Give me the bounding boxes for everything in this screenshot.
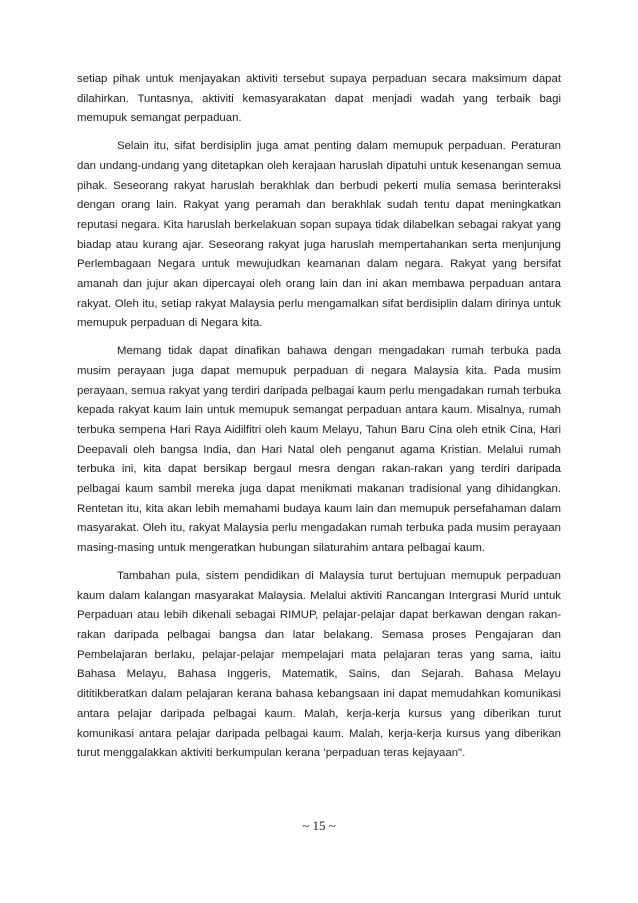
page-number: ~ 15 ~ — [302, 818, 336, 833]
paragraph-open-house: Memang tidak dapat dinafikan bahawa dengan mengadakan rumah terbuka pada musim perayaan juga dapat memupuk perpaduan di negara Malaysia kita. Pada musim perayaan, semua rakyat yang terdiri daripada pelbagai kaum perlu mengadakan rumah terbuka kepada rakyat kaum lain untuk memupuk semangat perpaduan antara kaum. Misalnya, rumah terbuka sempena Hari Raya Aidilfitri oleh kaum Melayu, Tahun Baru Cina oleh etnik Cina, Hari Deepavali oleh bangsa India, dan Hari Natal oleh penganut agama Kristian. Melalui rumah terbuka ini, kita dapat bersikap bergaul mesra dengan rakan-rakan yang terdiri daripada pelbagai kaum sambil mereka juga dapat menikmati makanan tradisional yang dihidangkan. Rentetan itu, kita akan lebih memahami budaya kaum lain dan memupuk persefahaman dalam masyarakat. Oleh itu, rakyat Malaysia perlu mengadakan rumah terbuka pada musim perayaan masing-masing untuk mengeratkan hubungan silaturahim antara pelbagai kaum. — [77, 345, 561, 555]
body-text — [77, 70, 561, 772]
paragraph-continuation: setiap pihak untuk menjayakan aktiviti tersebut supaya perpaduan secara maksimum dapat dilahirkan. Tuntasnya, aktiviti kemasyarakatan dapat menjadi wadah yang terbaik bagi memupuk semangat perpaduan. — [77, 73, 561, 125]
paragraph-education: Tambahan pula, sistem pendidikan di Malaysia turut bertujuan memupuk perpaduan kaum dalam kalangan masyarakat Malaysia. Melalui aktiviti Rancangan Intergrasi Murid untuk Perpaduan atau lebih dikenali sebagai RIMUP, pelajar-pelajar dapat berkawan dengan rakan-rakan daripada pelbagai bangsa dan latar belakang. Semasa proses Pengajaran dan Pembelajaran berlaku, pelajar-pelajar mempelajari mata pelajaran teras yang sama, iaitu Bahasa Melayu, Bahasa Inggeris, Matematik, Sains, dan Sejarah. Bahasa Melayu dititikberatkan dalam pelajaran kerana bahasa kebangsaan ini dapat memudahkan komunikasi antara pelajar daripada pelbagai kaum. Malah, kerja-kerja kursus yang diberikan turut komunikasi antara pelajar daripada pelbagai kaum. Malah, kerja-kerja kursus yang diberikan turut menggalakkan aktiviti berkumpulan kerana 'perpaduan teras kejayaan". — [77, 569, 561, 760]
paragraph-discipline: Selain itu, sifat berdisiplin juga amat penting dalam memupuk perpaduan. Peraturan dan undang-undang yang ditetapkan oleh kerajaan haruslah dipatuhi untuk kesenangan semua pihak. Seseorang rakyat haruslah berakhlak dan berbudi pekerti mulia semasa berinteraksi dengan orang lain. Rakyat yang peramah dan berakhlak sudah tentu dapat meningkatkan reputasi negara. Kita haruslah berkelakuan sopan supaya tidak dilabelkan sebagai rakyat yang biadap atau kurang ajar. Seseorang rakyat juga haruslah mempertahankan serta menjunjung Perlembagaan Negara untuk mewujudkan keamanan dalam negara. Rakyat yang bersifat amanah dan jujur akan dipercayai oleh orang lain dan ini akan membawa perpaduan antara rakyat. Oleh itu, setiap rakyat Malaysia perlu mengamalkan sifat berdisiplin dalam dirinya untuk memupuk perpaduan di Negara kita. — [77, 140, 561, 330]
